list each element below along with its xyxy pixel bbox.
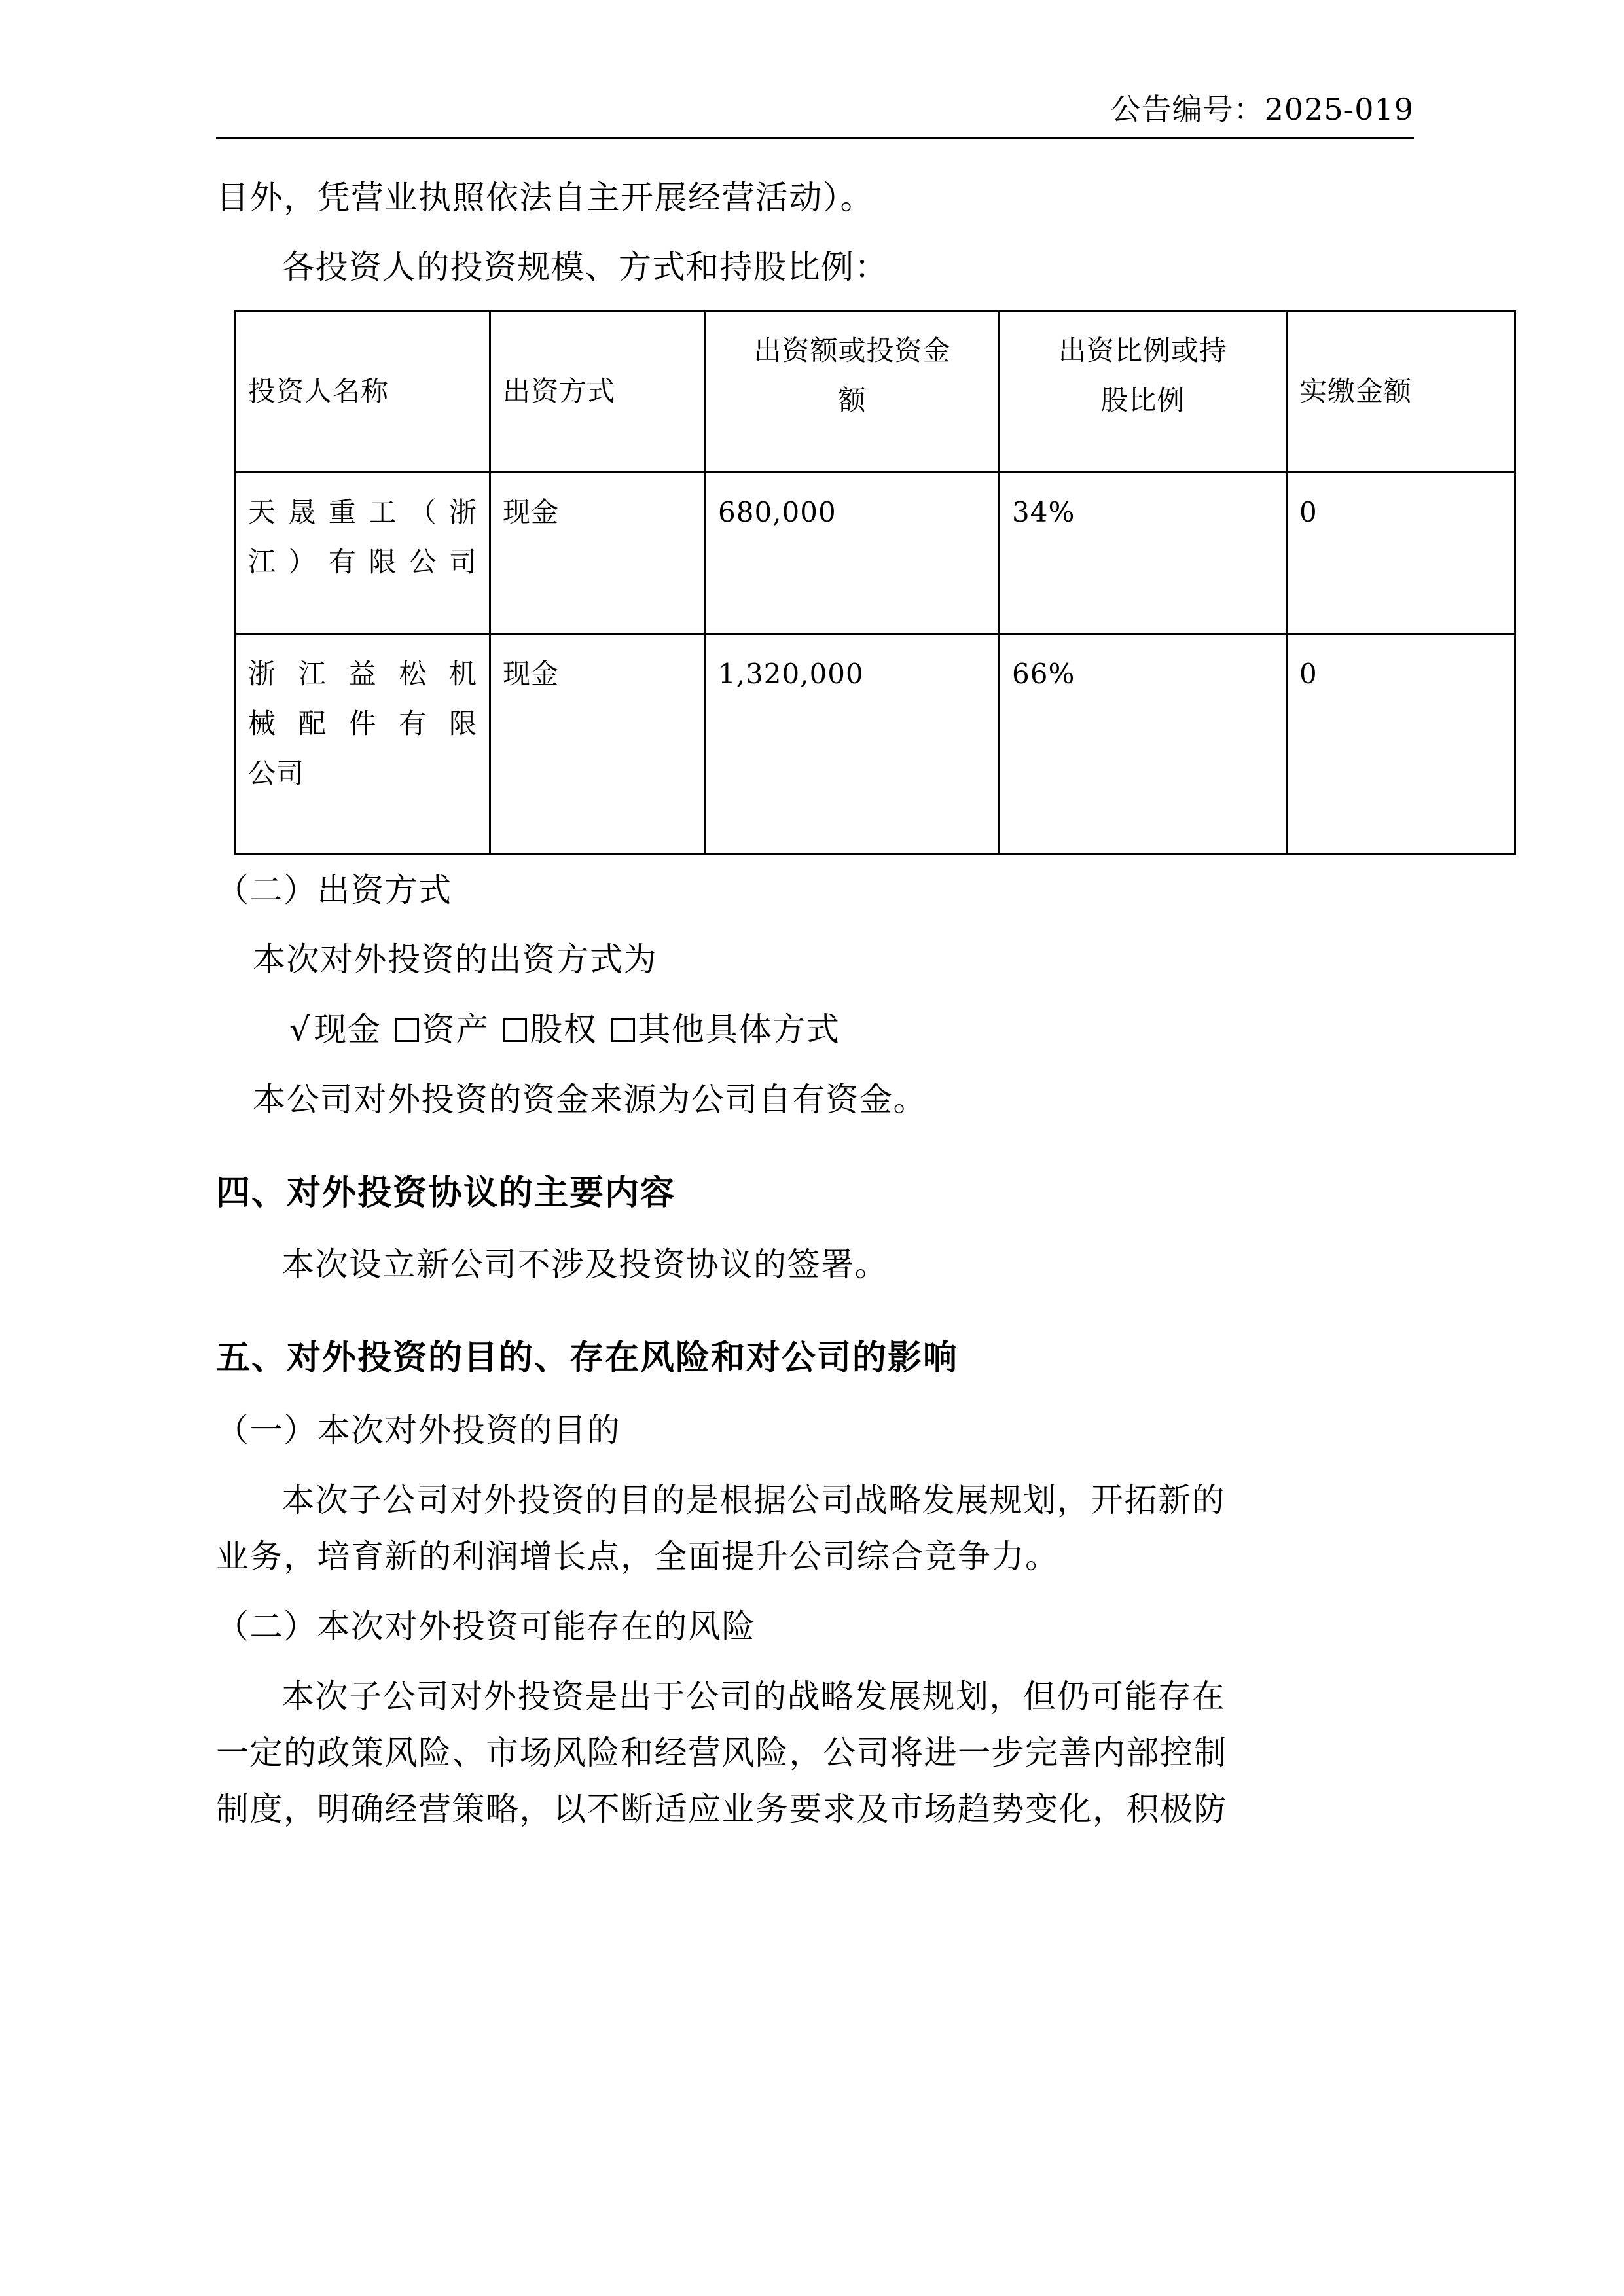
section-four-title: 四、对外投资协议的主要内容 (216, 1173, 676, 1213)
investor-name-line2: 江）有限公司 (248, 546, 477, 579)
empty-checkbox-icon (503, 1018, 527, 1042)
section-five-title: 五、对外投资的目的、存在风险和对公司的影响 (216, 1338, 959, 1378)
cell-amount: 680,000 (706, 473, 1000, 634)
header-paid-in: 实缴金额 (1287, 311, 1515, 473)
header-amount-line2: 额 (838, 384, 867, 417)
section-five-2-title: （二）本次对外投资可能存在的风险 (216, 1607, 755, 1646)
spacer (216, 1293, 1414, 1328)
investor-table (234, 310, 1516, 855)
contribution-method-options (216, 1001, 1414, 1058)
cell-contribution-method: 现金 (490, 634, 706, 855)
section-five-2-line1: 本次子公司对外投资是出于公司的战略发展规划，但仍可能存在 (281, 1677, 1225, 1716)
header-amount (706, 311, 1000, 473)
header-amount-line1: 出资额或投资金 (753, 334, 951, 367)
spacer (216, 1388, 1414, 1401)
cell-paid-in: 0 (1287, 473, 1515, 634)
empty-checkbox-icon (611, 1018, 635, 1042)
section-five-2-line3: 制度，明确经营策略，以不断适应业务要求及市场趋势变化，积极防 (216, 1790, 1227, 1829)
spacer (216, 988, 1414, 1001)
funding-source-text: 本公司对外投资的资金来源为公司自有资金。 (253, 1081, 927, 1119)
page-header (216, 92, 1414, 137)
section-five-2-line2: 一定的政策风险、市场风险和经营风险，公司将进一步完善内部控制 (216, 1734, 1227, 1772)
cell-ratio: 34% (1000, 473, 1287, 634)
header-contribution-method: 出资方式 (490, 311, 706, 473)
section-four-body: 本次设立新公司不涉及投资协议的签署。 (281, 1246, 888, 1284)
spacer (216, 1128, 1414, 1163)
table-header-row (236, 311, 1515, 473)
investor-name-line1: 天晟重工（浙 (248, 496, 477, 529)
checkbox-label-cash: 现金 (314, 1011, 382, 1049)
section-five-1-line2: 业务，培育新的利润增长点，全面提升公司综合竞争力。 (216, 1537, 1059, 1576)
header-ratio (1000, 311, 1287, 473)
checkbox-option-cash[interactable] (253, 1011, 381, 1049)
page-content (216, 92, 1414, 1837)
table-row (236, 634, 1515, 855)
header-ratio-line1: 出资比例或持 (1058, 334, 1227, 367)
section-2-title: （二）出资方式 (216, 871, 452, 910)
spacer (216, 1585, 1414, 1598)
empty-checkbox-icon (395, 1018, 419, 1042)
checkbox-label-other: 其他具体方式 (638, 1011, 840, 1049)
table-intro-text: 各投资人的投资规模、方式和持股比例： (281, 248, 888, 287)
spacer (216, 918, 1414, 931)
spacer (216, 1655, 1414, 1668)
header-divider (216, 137, 1414, 139)
investor-name-line2: 械配件有限 (248, 708, 477, 740)
header-ratio-line2: 股比例 (1100, 384, 1185, 417)
investor-name-line1: 浙江益松机 (248, 658, 477, 691)
cell-amount: 1,320,000 (706, 634, 1000, 855)
header-investor-name: 投资人名称 (236, 311, 490, 473)
cell-paid-in: 0 (1287, 634, 1515, 855)
contribution-lead-text: 本次对外投资的出资方式为 (253, 941, 657, 979)
section-five-1-line1: 本次子公司对外投资的目的是根据公司战略发展规划，开拓新的 (281, 1481, 1225, 1520)
cell-investor-name (236, 473, 490, 634)
cell-contribution-method: 现金 (490, 473, 706, 634)
section-five-1-title: （一）本次对外投资的目的 (216, 1411, 621, 1450)
cell-ratio: 66% (1000, 634, 1287, 855)
continued-paragraph: 目外，凭营业执照依法自主开展经营活动）。 (216, 179, 874, 217)
checkbox-label-assets: 资产 (422, 1011, 490, 1049)
checkbox-option-equity[interactable] (503, 1011, 597, 1049)
spacer (216, 226, 1414, 239)
spacer (216, 1459, 1414, 1472)
table-row (236, 473, 1515, 634)
checkbox-label-equity: 股权 (530, 1011, 598, 1049)
investor-name-line3: 公司 (248, 757, 305, 790)
check-mark-icon: √ (289, 1011, 312, 1049)
spacer (216, 1223, 1414, 1236)
checkbox-option-other[interactable] (611, 1011, 840, 1049)
checkbox-option-assets[interactable] (395, 1011, 489, 1049)
notice-number: 公告编号：2025-019 (1110, 92, 1414, 127)
cell-investor-name (236, 634, 490, 855)
spacer (216, 1058, 1414, 1071)
